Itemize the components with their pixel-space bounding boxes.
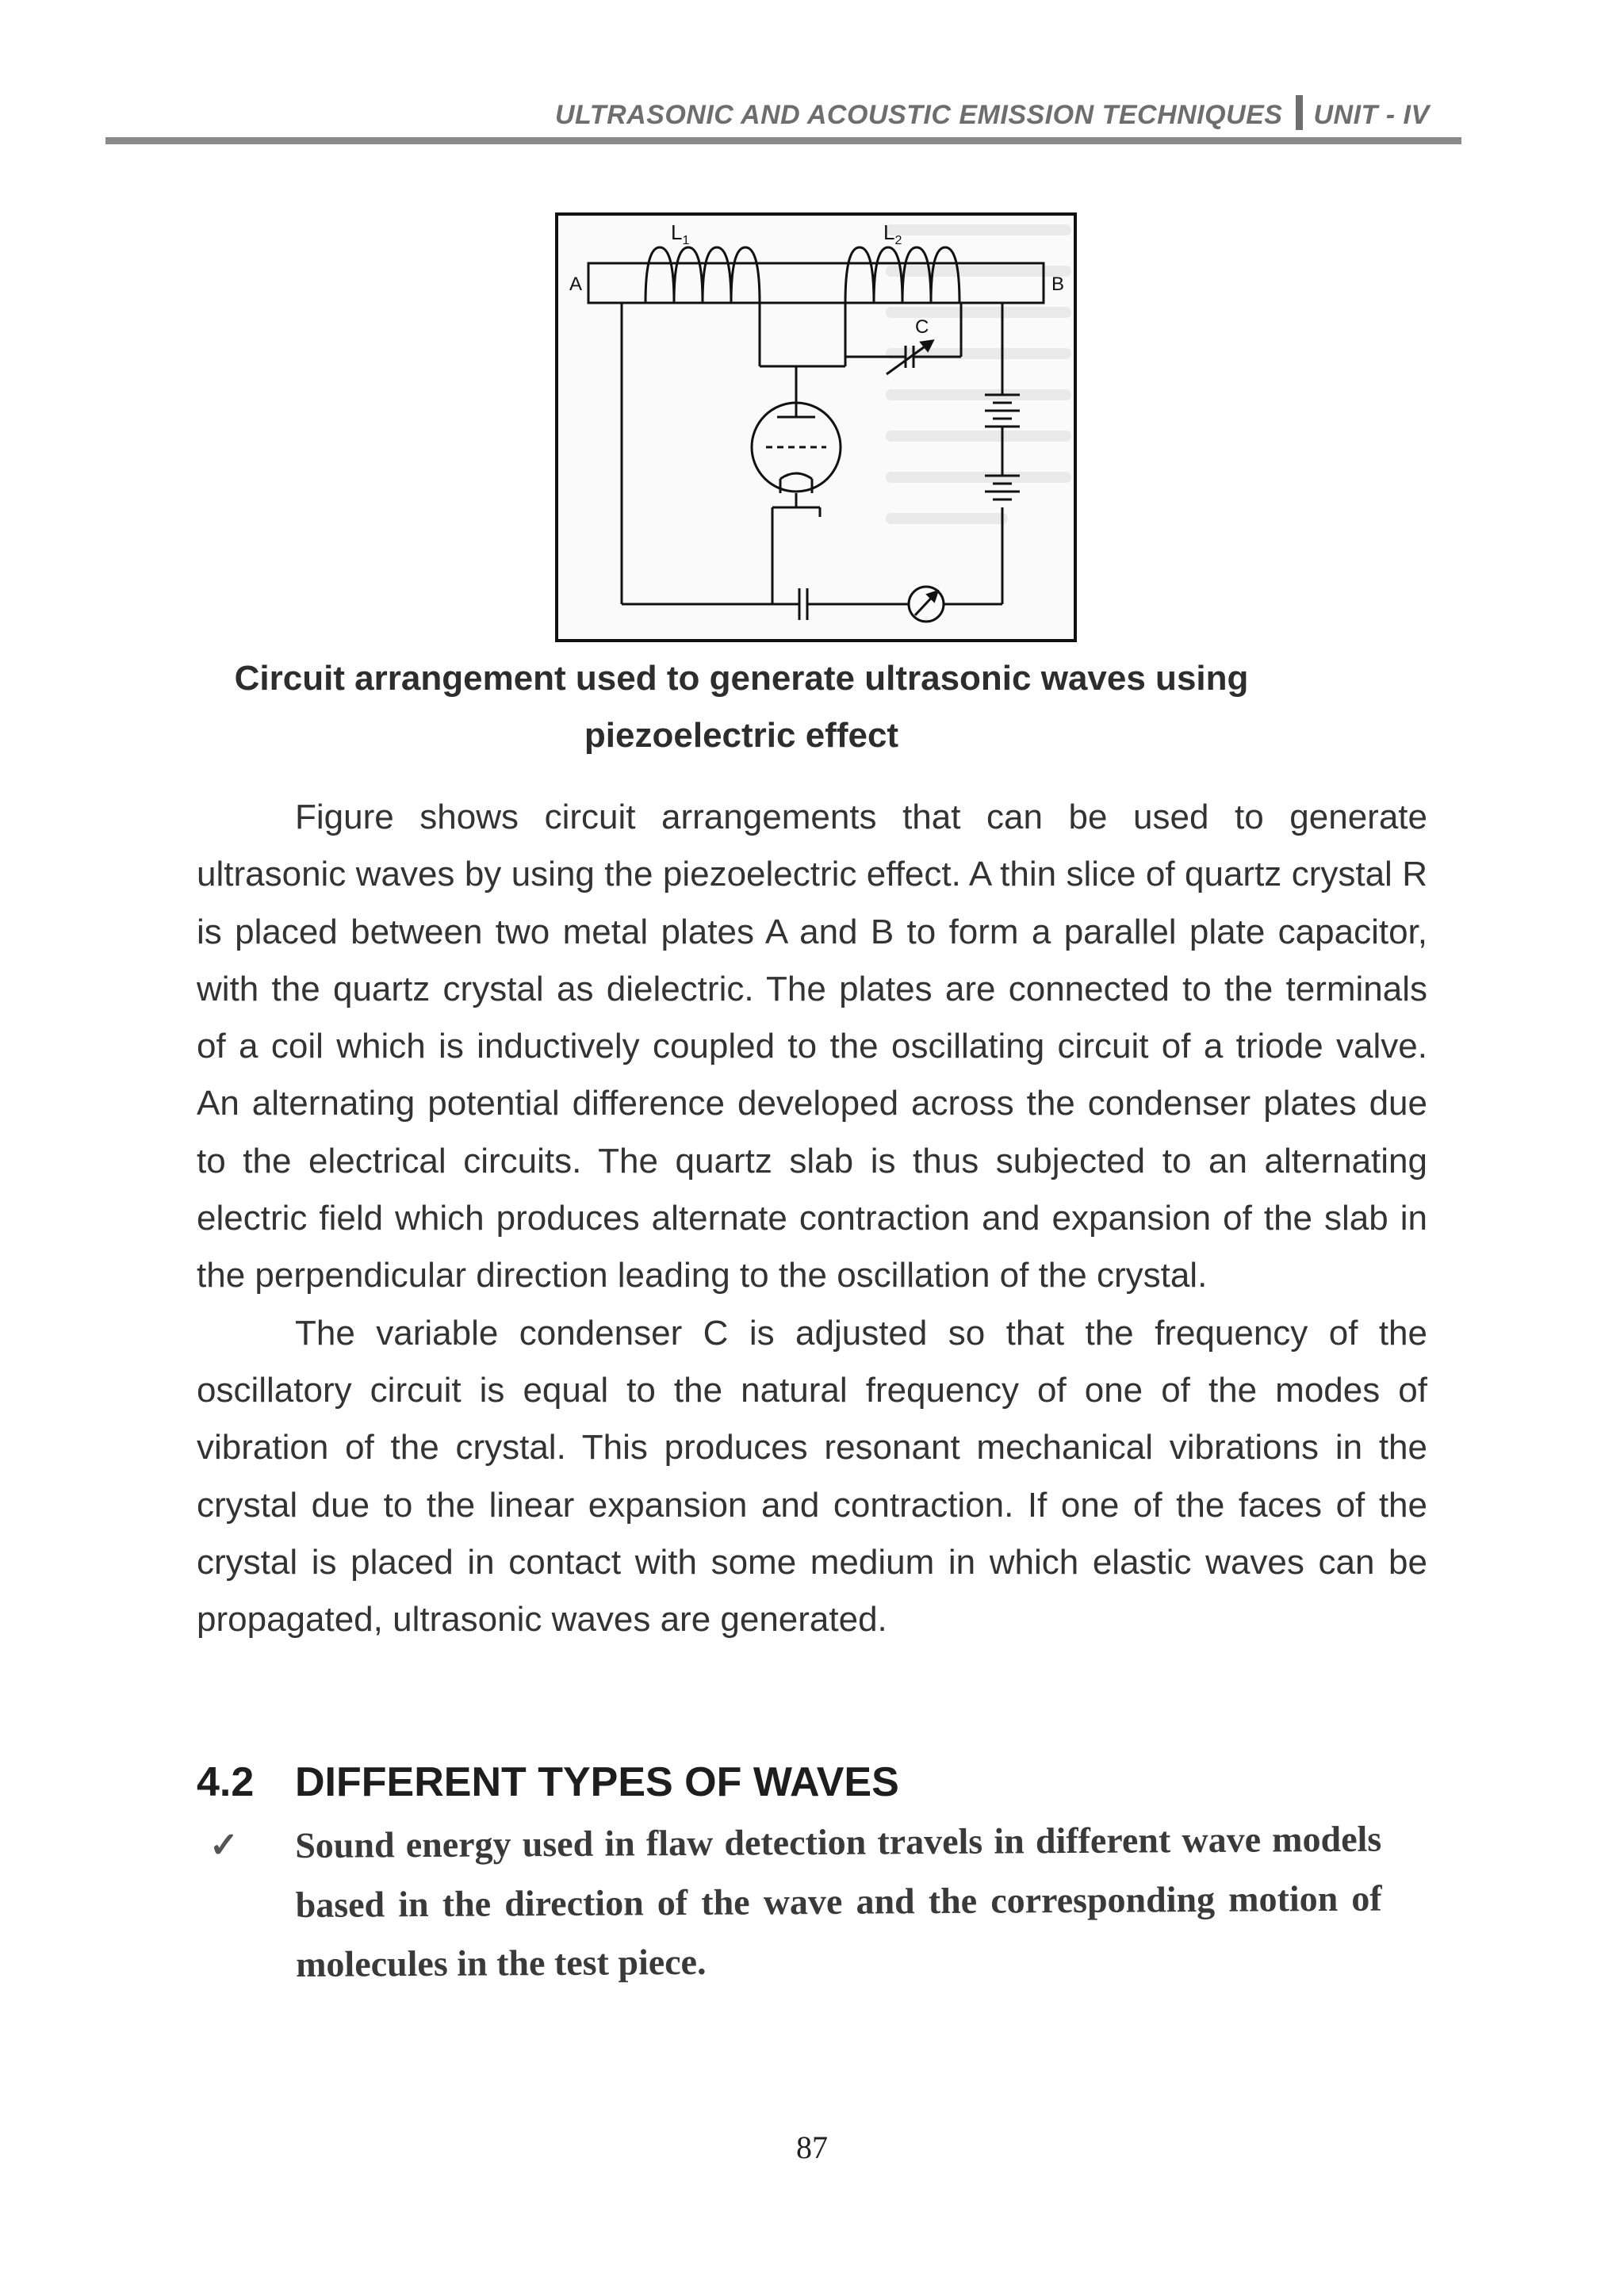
label-l1: $L_1$ [671,220,690,247]
label-l2: $L_2$ [883,220,902,247]
check-mark-icon: ✓ [209,1826,239,1865]
label-a: A [569,274,583,295]
section-title: DIFFERENT TYPES OF WAVES [295,1759,899,1805]
section-number: 4.2 [197,1759,255,1805]
ghost-text-lines [891,230,1066,519]
circuit-diagram [558,216,1074,639]
coupling-capacitor [799,588,807,620]
header-unit: UNIT - IV [1313,100,1430,130]
coil-l1 [645,247,760,303]
paragraph-1: Figure shows circuit arrangements that can be used to generate ultrasonic waves by using the piezoelectric effect. A thin slice of quartz crystal R is placed between two metal plates A and B to form a parallel plate capacitor, with the quartz crystal as dielectric. The plates are connected to the terminals of a coil which is inductively coupled to the oscillating circuit of a triode valve. An alternating potential difference developed across the condenser plates due to the electrical circuits. The quartz slab is thus subjected to an alternating electric field which produces alternate contraction and expansion of the slab in the perpendicular direction leading to the oscillation of the crystal. [197,798,1427,1295]
body-text [197,789,1427,1648]
header-separator [1296,95,1303,130]
triode-valve [752,400,841,493]
page-number: 87 [796,2130,828,2165]
bullet-text: Sound energy used in flaw detection travels in different wave models based in the direction of the wave and the corresponding motion of molecules in the test piece. [295,1818,1382,1984]
header-title: ULTRASONIC AND ACOUSTIC EMISSION TECHNIQUES [555,100,1283,130]
meter [909,587,944,622]
running-header [555,95,1430,131]
label-c: C [915,316,929,338]
paragraph-2: The variable condenser C is adjusted so that the frequency of the oscillatory circuit is equal to the natural frequency of one of the modes of vibration of the crystal. This produces resonant mechanical vibrations in the crystal due to the linear expansion and contraction. If one of the faces of the crystal is placed in contact with some medium in which elastic waves can be propagated, ultrasonic waves are generated. [197,1313,1427,1640]
figure-caption [159,650,1324,764]
caption-line-1: Circuit arrangement used to generate ultrasonic waves using [234,659,1249,698]
section-heading [197,1758,899,1806]
scanned-bullet [208,1816,1381,1994]
circuit-figure [555,212,1077,642]
label-b: B [1051,274,1065,295]
caption-line-2: piezoelectric effect [584,716,899,755]
header-rule [105,137,1461,144]
